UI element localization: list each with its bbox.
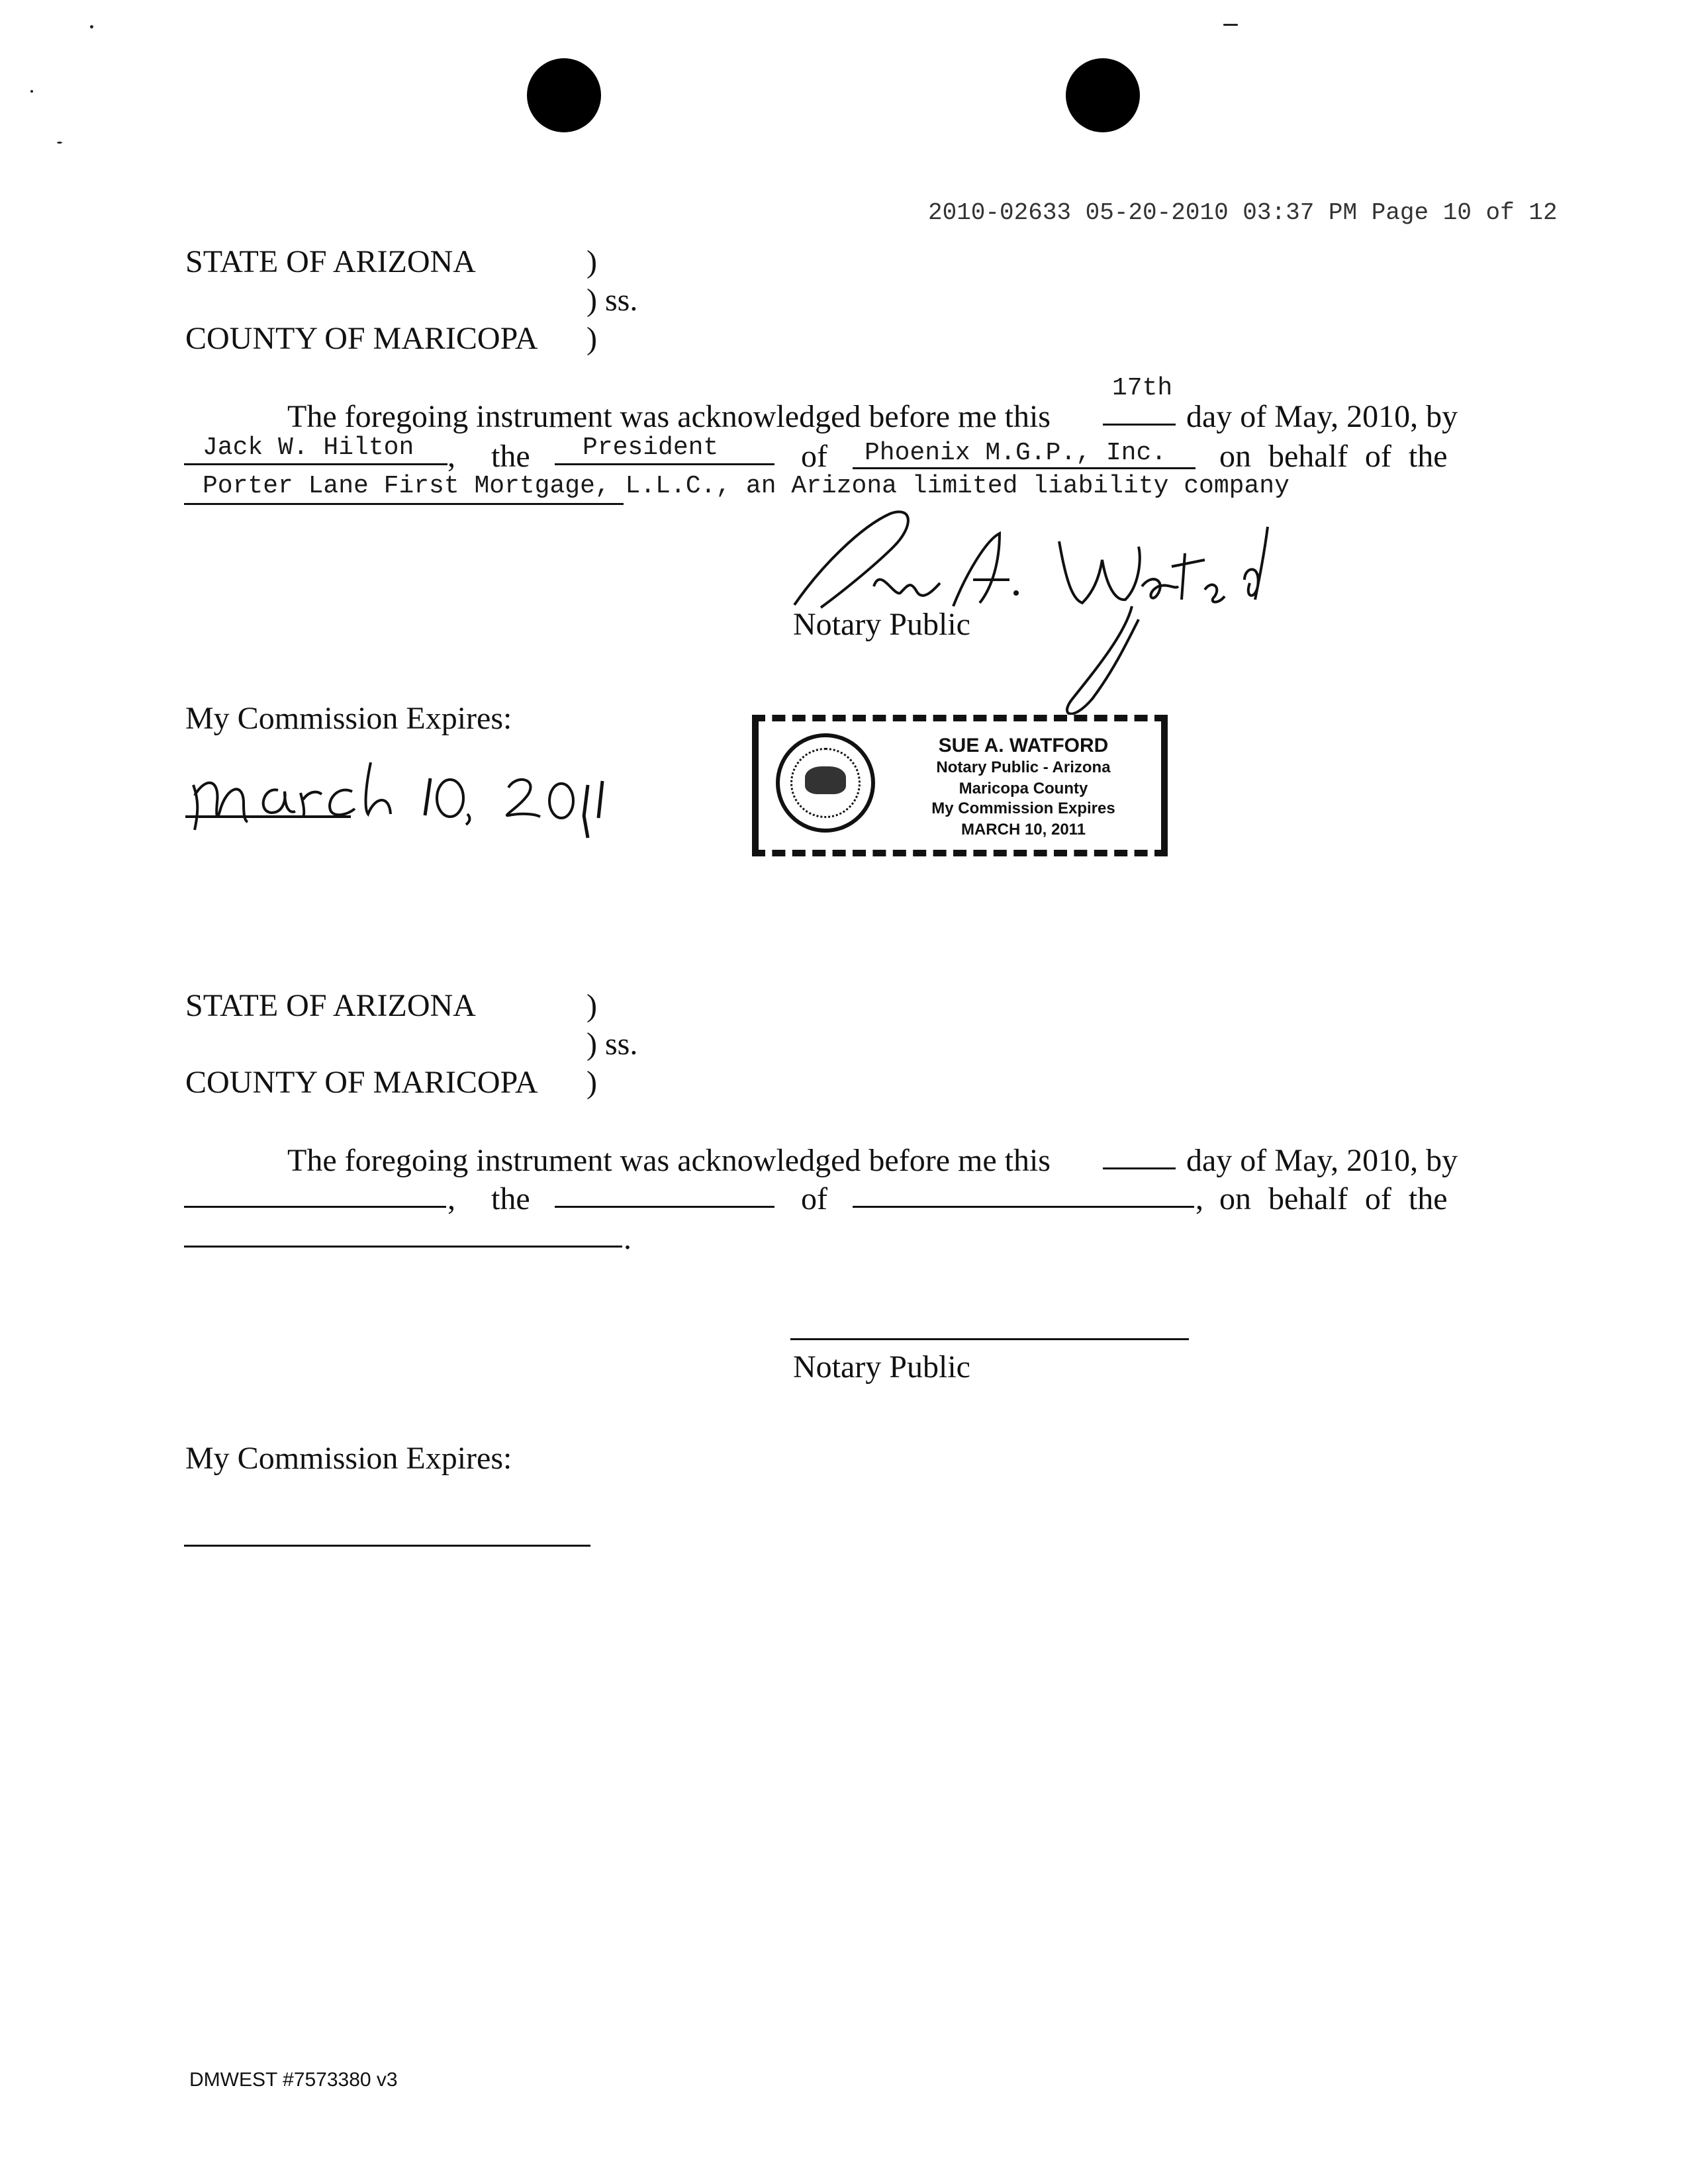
word-the: the: [491, 439, 530, 474]
seal-name: SUE A. WATFORD: [938, 735, 1109, 756]
on-behalf-text: on behalf of the: [1219, 1181, 1448, 1216]
venue-paren: ): [586, 244, 597, 279]
commission-label: My Commission Expires:: [185, 1441, 512, 1476]
scan-speck: [57, 142, 62, 144]
day-blank: [1103, 424, 1176, 426]
county-label: COUNTY OF MARICOPA: [185, 321, 538, 356]
acknowledgment-text-end: day of May, 2010, by: [1186, 399, 1458, 434]
ss-label: ) ss.: [586, 1026, 638, 1062]
ss-label: ) ss.: [586, 283, 638, 318]
state-seal-icon: [776, 733, 875, 833]
seal-line: Notary Public - Arizona: [936, 758, 1111, 776]
entity-blank[interactable]: [184, 1246, 622, 1248]
state-label: STATE OF ARIZONA: [185, 988, 476, 1023]
name-blank[interactable]: [184, 1206, 446, 1208]
comma: ,: [447, 1181, 455, 1216]
entity-blank: [184, 503, 624, 505]
day-blank[interactable]: [1103, 1167, 1176, 1169]
word-of: of: [801, 1181, 827, 1216]
notary-public-label: Notary Public: [793, 1349, 970, 1385]
venue-paren: ): [586, 1065, 597, 1100]
punch-hole-left: [527, 58, 601, 132]
recording-stamp: 2010-02633 05-20-2010 03:37 PM Page 10 of 12: [928, 199, 1558, 226]
scan-speck: [90, 25, 93, 28]
notary-public-label: Notary Public: [793, 607, 970, 642]
seal-line: Maricopa County: [959, 780, 1088, 797]
day-fill: 17th: [1112, 374, 1173, 402]
word-the: the: [491, 1181, 530, 1216]
notary-seal-stamp: [752, 715, 1168, 856]
title-blank[interactable]: [555, 1206, 774, 1208]
notary-signature-line[interactable]: [790, 1338, 1189, 1340]
commission-date-handwriting: [179, 748, 635, 847]
acknowledgment-text: The foregoing instrument was acknowledged before me this: [287, 399, 1051, 434]
venue-paren: ): [586, 988, 597, 1023]
period: .: [624, 1221, 632, 1256]
seal-line: My Commission Expires: [931, 799, 1115, 817]
commission-label: My Commission Expires:: [185, 701, 512, 736]
scan-speck: [30, 90, 33, 93]
county-label: COUNTY OF MARICOPA: [185, 1065, 538, 1100]
commission-date-line[interactable]: [184, 1545, 590, 1547]
title-blank: [555, 463, 774, 465]
comma: ,: [447, 439, 455, 474]
acknowledgment-text-end: day of May, 2010, by: [1186, 1143, 1458, 1178]
state-label: STATE OF ARIZONA: [185, 244, 476, 279]
venue-paren: ): [586, 321, 597, 356]
company-blank[interactable]: [853, 1206, 1194, 1208]
seal-line: MARCH 10, 2011: [961, 821, 1086, 839]
scan-speck: [1223, 24, 1238, 26]
title-fill: President: [583, 433, 719, 462]
name-fill: Jack W. Hilton: [203, 433, 414, 462]
on-behalf-text: on behalf of the: [1219, 439, 1448, 474]
document-id-footer: DMWEST #7573380 v3: [189, 2069, 398, 2091]
company-fill: Phoenix M.G.P., Inc.: [865, 439, 1167, 467]
entity-fill: Porter Lane First Mortgage, L.L.C., an Arizona limited liability company: [203, 472, 1289, 500]
company-blank: [853, 467, 1196, 469]
name-blank: [184, 463, 447, 465]
punch-hole-right: [1066, 58, 1140, 132]
comma: ,: [1196, 1181, 1203, 1216]
word-of: of: [801, 439, 827, 474]
acknowledgment-text: The foregoing instrument was acknowledged before me this: [287, 1143, 1051, 1178]
